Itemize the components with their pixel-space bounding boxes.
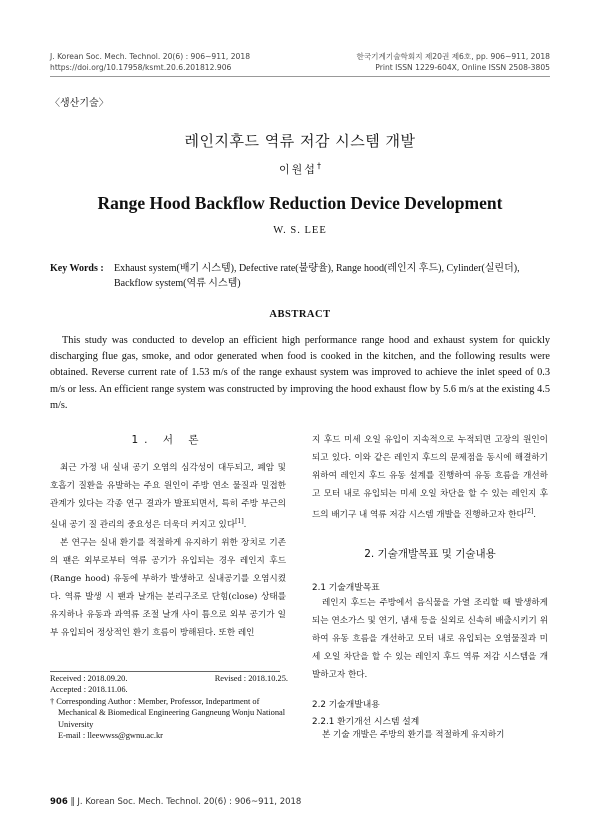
subsection-2-2-1-heading: 2.2.1 환기개선 시스템 설계 — [312, 717, 420, 727]
author-name: 이원섭 — [279, 163, 317, 176]
footnote-divider — [50, 671, 280, 672]
intro-paragraph-1-text: 최근 가정 내 실내 공기 오염의 심각성이 대두되고, 폐암 및 호흡기 질환을 유발하는 주요 원인이 주방 연소 물질과 밀접한 관계가 있다는 각종 연구 결과가 발표되면서, 특히 주방 부근의 실내 공기 질 관리의 중요성은 더욱더 커지고 있다 — [50, 463, 286, 530]
keywords-label: Key Words : — [50, 263, 104, 274]
section-label: 〈생산기술〉 — [50, 98, 109, 109]
page-footer — [50, 797, 301, 807]
journal-citation: J. Korean Soc. Mech. Technol. 20(6) : 906~911, 2018 — [50, 52, 251, 61]
section-1-heading: 1. 서 론 — [131, 434, 205, 446]
keywords-block — [50, 261, 550, 291]
title-korean: 레인지후드 역류 저감 시스템 개발 — [184, 132, 416, 150]
accepted-date: Accepted : 2018.11.06. — [50, 685, 128, 695]
corresponding-author-note: † Corresponding Author : Member, Professor, Indepartment of Mechanical & Biomedical Engineering Gangneung Wonju National University — [50, 696, 286, 729]
issn-info: Print ISSN 1229-604X, Online ISSN 2508-3805 — [375, 63, 550, 72]
header-divider — [50, 76, 550, 77]
author-email[interactable]: E-mail : lleewwss@gwnu.ac.kr — [58, 731, 163, 741]
subsection-2-2-1-text: 본 기술 개발은 주방의 환기를 적절하게 유지하기 — [322, 730, 505, 740]
corresponding-author-mark: † — [316, 161, 321, 171]
section-2-heading: 2. 기술개발목표 및 기술내용 — [364, 548, 496, 560]
footer-separator: ‖ — [70, 797, 75, 807]
subsection-2-1-heading: 2.1 기술개발목표 — [312, 583, 380, 593]
keywords-text: Exhaust system(배기 시스템), Defective rate(불량율), Range hood(레인지 후드), Cylinder(실린더), Backflow system(역류 시스템) — [114, 263, 520, 289]
author-english: W. S. LEE — [273, 225, 327, 236]
journal-citation-korean: 한국기계기술학회지 제20권 제6호, pp. 906~911, 2018 — [356, 52, 550, 61]
received-date: Received : 2018.09.20. — [50, 674, 128, 683]
intro-paragraph-2: 본 연구는 실내 환기를 적절하게 유지하기 위한 장치로 기존의 팬은 외부로부터 역류 공기가 유입되는 경우 레인지 후드(Range hood) 유동에 부하가 발생하고 실내공기를 오염시켰다. 역류 발생 시 팬과 날개는 분리구조로 단힘(close) 상태를 유지하나 유동과 과역류 조절 날개 사이 틈으로 외부 공기가 일부 유입되어 정상적인 환기 흐름이 방해된다. 또한 레인 — [50, 537, 286, 638]
doi-link[interactable]: https://doi.org/10.17958/ksmt.20.6.201812.906 — [50, 63, 232, 72]
received-row — [50, 673, 288, 684]
reference-1[interactable]: [1] — [235, 518, 244, 525]
abstract-heading: ABSTRACT — [269, 309, 331, 320]
intro-paragraph-1: 최근 가정 내 실내 공기 오염의 심각성이 대두되고, 폐암 및 호흡기 질환을 유발하는 주요 원인이 주방 연소 물질과 밀접한 관계가 있다는 각종 연구 결과가 발표되면서, 특히 주방 부근의 실내 공기 질 관리의 중요성은 더욱더 커지고 있다[1]. — [50, 463, 286, 530]
subsection-2-2-1-body — [312, 726, 548, 744]
left-column — [50, 459, 286, 642]
subsection-2-1-text: 레인지 후드는 주방에서 음식물을 가열 조리할 때 발생하게 되는 연소가스 및 연기, 냄새 등을 실외로 신속히 배출시키기 위하여 유동 흐름을 개선하고 모터 내로 유입되는 오염물질과 미세 오일 차단을 할 수 있는 레인지 후드 역류 저감 시스템을 개발하고자 한다. — [312, 598, 548, 680]
journal-header-right — [357, 51, 550, 73]
footnote — [50, 673, 288, 741]
subsection-2-2-heading: 2.2 기술개발내용 — [312, 700, 380, 710]
journal-header-left — [50, 51, 250, 73]
revised-date: Revised : 2018.10.25. — [214, 674, 288, 683]
intro-paragraph-2-cont: 지 후드 미세 오일 유입이 지속적으로 누적되면 고장의 원인이 되고 있다. 이와 같은 레인지 후드의 문제점을 동시에 해결하기 위하여 레인지 후드 유동 설계를 진행하여 유동 흐름을 개선하고 모터 내로 유입되는 미세 오일 차단을 할 수 있는 레인지 후드의 배기구 내 역류 저감 시스템 개발을 진행하고자 한다[2]. — [312, 435, 548, 520]
subsection-2-1-body — [312, 594, 548, 684]
abstract-text: This study was conducted to develop an efficient high performance range hood and exhaust system for quickly discharging flue gas, smoke, and odor generated when food is cooked in the kitchen, and the following results were obtained. Reverse current rate of 1.53 m/s of the range exhaust system was improved to achieve the inlet speed of 0.3 m/s or less. An efficient range system was constructed by improving the hood exhaust flow by 5.6 m/s at the existing 4.5 m/s. — [50, 335, 550, 411]
footer-citation: J. Korean Soc. Mech. Technol. 20(6) : 906~911, 2018 — [77, 797, 302, 807]
author-korean — [0, 161, 600, 177]
reference-2[interactable]: [2] — [524, 508, 534, 515]
intro-cont-text: 지 후드 미세 오일 유입이 지속적으로 누적되면 고장의 원인이 되고 있다. 이와 같은 레인지 후드의 문제점을 동시에 해결하기 위하여 레인지 후드 유동 설계를 진행하여 유동 흐름을 개선하고 모터 내로 유입되는 미세 오일 차단을 할 수 있는 레인지 후드의 배기구 내 역류 저감 시스템 개발을 진행하고자 한다 — [312, 435, 548, 520]
title-english: Range Hood Backflow Reduction Device Development — [97, 193, 503, 213]
right-column-intro-cont — [312, 431, 548, 524]
page-number: 906 — [50, 797, 68, 807]
